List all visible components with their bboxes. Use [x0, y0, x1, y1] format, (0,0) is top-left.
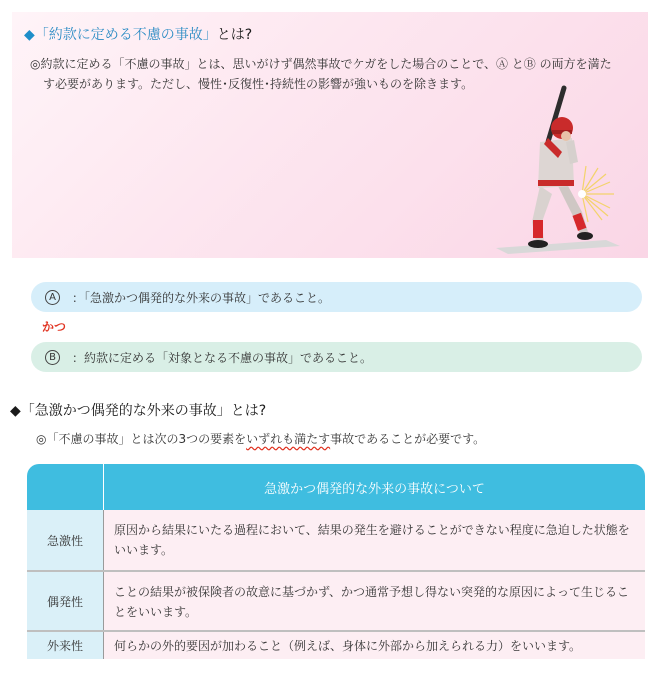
hero-panel: [12, 12, 648, 258]
table-row: [27, 572, 645, 630]
table-header: [27, 464, 645, 510]
condition-b-text: ：約款に定める「対象となる不慮の事故」であること。: [72, 350, 373, 365]
row-term: 外来性: [27, 632, 103, 659]
title-suffix: とは?: [216, 27, 253, 43]
definition-table: [27, 464, 645, 659]
title-quoted: 「約款に定める不慮の事故」: [34, 27, 217, 43]
table-row: [27, 632, 645, 659]
title-marker: ◆: [24, 27, 35, 43]
section-description: [36, 430, 485, 447]
table-row: [27, 510, 645, 570]
section-text-pre: ◎「不慮の事故」とは次の3つの要素を: [36, 432, 247, 446]
hero-title: [24, 24, 252, 44]
connector-text: かつ: [42, 320, 67, 334]
row-description: 何らかの外的要因が加わること（例えば、身体に外部から加えられる力）をいいます。: [104, 632, 645, 659]
baseball-batter-icon: [478, 82, 628, 254]
row-term: 急激性: [27, 510, 103, 570]
circle-b-icon: B: [45, 350, 60, 365]
table-header-text: 急激かつ偶発的な外来の事故について: [264, 481, 485, 497]
condition-a-text: ：「急激かつ偶発的な外来の事故」であること。: [72, 290, 331, 305]
section-text-post: 事故であることが必要です。: [330, 432, 486, 446]
section-title: ◆「急激かつ偶発的な外来の事故」とは?: [10, 403, 267, 419]
row-description: 原因から結果にいたる過程において、結果の発生を避けることができない程度に急迫した状態をいいます。: [104, 510, 645, 570]
row-description: ことの結果が被保険者の故意に基づかず、かつ通常予想し得ない突発的な原因によって生じることをいいます。: [104, 572, 645, 630]
hero-text-line-1: ◎約款に定める「不慮の事故」とは、思いがけず偶然事故でケガをした場合のことで、Ⓐ とⒷ の両方を満た: [30, 57, 612, 71]
circle-a-icon: A: [45, 290, 60, 305]
row-term: 偶発性: [27, 572, 103, 630]
section-text-emphasis: いずれも満たす: [246, 432, 331, 446]
hero-text-line-2: す必要があります。ただし、慢性･反復性･持続性の影響が強いものを除きます。: [43, 77, 474, 91]
condition-b: [31, 342, 642, 372]
condition-a: [31, 282, 642, 312]
